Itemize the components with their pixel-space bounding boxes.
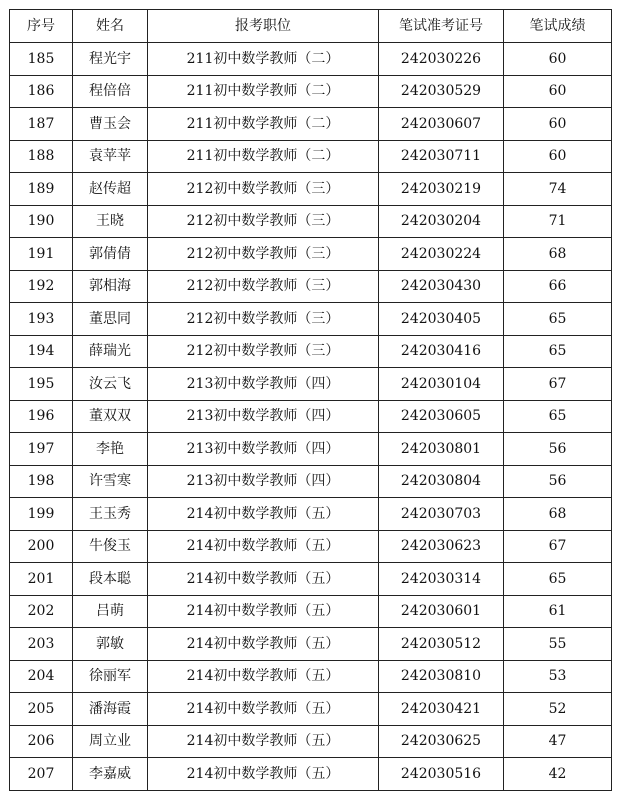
cell-seq: 205: [10, 693, 73, 726]
cell-name: 赵传超: [73, 173, 148, 206]
cell-score: 47: [504, 725, 612, 758]
table-row: [10, 530, 612, 563]
cell-name: 郭相海: [73, 270, 148, 303]
table-row: [10, 400, 612, 433]
table-row: [10, 660, 612, 693]
cell-exam-id: 242030810: [379, 660, 504, 693]
cell-score: 53: [504, 660, 612, 693]
cell-name: 董思同: [73, 303, 148, 336]
cell-position: 214初中数学教师（五）: [148, 498, 379, 531]
cell-exam-id: 242030104: [379, 368, 504, 401]
header-position: 报考职位: [148, 10, 379, 43]
cell-position: 214初中数学教师（五）: [148, 758, 379, 791]
cell-exam-id: 242030405: [379, 303, 504, 336]
cell-score: 67: [504, 368, 612, 401]
cell-seq: 202: [10, 595, 73, 628]
table-row: [10, 758, 612, 791]
table-body: [10, 43, 612, 791]
cell-exam-id: 242030529: [379, 75, 504, 108]
cell-score: 56: [504, 433, 612, 466]
cell-seq: 197: [10, 433, 73, 466]
table-row: [10, 108, 612, 141]
cell-position: 211初中数学教师（二）: [148, 140, 379, 173]
header-seq: 序号: [10, 10, 73, 43]
cell-position: 213初中数学教师（四）: [148, 465, 379, 498]
cell-seq: 189: [10, 173, 73, 206]
cell-score: 56: [504, 465, 612, 498]
cell-seq: 198: [10, 465, 73, 498]
cell-name: 李嘉威: [73, 758, 148, 791]
table-row: [10, 238, 612, 271]
cell-position: 213初中数学教师（四）: [148, 368, 379, 401]
cell-name: 程光宇: [73, 43, 148, 76]
cell-exam-id: 242030224: [379, 238, 504, 271]
table-row: [10, 43, 612, 76]
cell-position: 214初中数学教师（五）: [148, 563, 379, 596]
cell-score: 65: [504, 563, 612, 596]
score-table-container: [9, 9, 611, 791]
cell-score: 55: [504, 628, 612, 661]
cell-score: 61: [504, 595, 612, 628]
table-row: [10, 140, 612, 173]
cell-seq: 193: [10, 303, 73, 336]
cell-score: 60: [504, 43, 612, 76]
cell-position: 214初中数学教师（五）: [148, 628, 379, 661]
cell-seq: 188: [10, 140, 73, 173]
cell-exam-id: 242030625: [379, 725, 504, 758]
cell-name: 郭倩倩: [73, 238, 148, 271]
cell-position: 213初中数学教师（四）: [148, 400, 379, 433]
cell-position: 214初中数学教师（五）: [148, 530, 379, 563]
cell-seq: 201: [10, 563, 73, 596]
cell-seq: 190: [10, 205, 73, 238]
cell-seq: 196: [10, 400, 73, 433]
table-row: [10, 335, 612, 368]
cell-position: 212初中数学教师（三）: [148, 270, 379, 303]
cell-seq: 191: [10, 238, 73, 271]
cell-name: 薛瑞光: [73, 335, 148, 368]
header-exam-id: 笔试准考证号: [379, 10, 504, 43]
cell-position: 211初中数学教师（二）: [148, 43, 379, 76]
cell-score: 65: [504, 335, 612, 368]
cell-position: 213初中数学教师（四）: [148, 433, 379, 466]
cell-seq: 194: [10, 335, 73, 368]
cell-score: 60: [504, 108, 612, 141]
table-row: [10, 173, 612, 206]
cell-seq: 200: [10, 530, 73, 563]
cell-exam-id: 242030416: [379, 335, 504, 368]
cell-seq: 187: [10, 108, 73, 141]
cell-name: 程倍倍: [73, 75, 148, 108]
cell-seq: 195: [10, 368, 73, 401]
cell-position: 212初中数学教师（三）: [148, 303, 379, 336]
table-row: [10, 368, 612, 401]
cell-position: 212初中数学教师（三）: [148, 238, 379, 271]
table-row: [10, 205, 612, 238]
table-row: [10, 303, 612, 336]
cell-name: 牛俊玉: [73, 530, 148, 563]
cell-exam-id: 242030430: [379, 270, 504, 303]
table-row: [10, 563, 612, 596]
cell-exam-id: 242030219: [379, 173, 504, 206]
cell-seq: 204: [10, 660, 73, 693]
cell-exam-id: 242030512: [379, 628, 504, 661]
cell-exam-id: 242030607: [379, 108, 504, 141]
cell-position: 212初中数学教师（三）: [148, 173, 379, 206]
cell-exam-id: 242030204: [379, 205, 504, 238]
cell-name: 许雪寒: [73, 465, 148, 498]
cell-name: 曹玉会: [73, 108, 148, 141]
table-row: [10, 465, 612, 498]
cell-position: 214初中数学教师（五）: [148, 595, 379, 628]
cell-name: 徐丽军: [73, 660, 148, 693]
table-row: [10, 628, 612, 661]
cell-position: 212初中数学教师（三）: [148, 205, 379, 238]
cell-score: 65: [504, 303, 612, 336]
cell-exam-id: 242030801: [379, 433, 504, 466]
cell-score: 71: [504, 205, 612, 238]
cell-position: 214初中数学教师（五）: [148, 725, 379, 758]
cell-exam-id: 242030421: [379, 693, 504, 726]
cell-name: 潘海霞: [73, 693, 148, 726]
cell-name: 吕萌: [73, 595, 148, 628]
cell-seq: 185: [10, 43, 73, 76]
cell-exam-id: 242030516: [379, 758, 504, 791]
table-row: [10, 75, 612, 108]
cell-exam-id: 242030605: [379, 400, 504, 433]
cell-exam-id: 242030623: [379, 530, 504, 563]
cell-position: 211初中数学教师（二）: [148, 108, 379, 141]
cell-position: 211初中数学教师（二）: [148, 75, 379, 108]
cell-position: 214初中数学教师（五）: [148, 660, 379, 693]
cell-exam-id: 242030226: [379, 43, 504, 76]
cell-score: 52: [504, 693, 612, 726]
table-row: [10, 270, 612, 303]
cell-name: 王晓: [73, 205, 148, 238]
cell-exam-id: 242030601: [379, 595, 504, 628]
cell-score: 42: [504, 758, 612, 791]
cell-name: 郭敏: [73, 628, 148, 661]
cell-seq: 206: [10, 725, 73, 758]
cell-score: 60: [504, 140, 612, 173]
table-row: [10, 725, 612, 758]
header-score: 笔试成绩: [504, 10, 612, 43]
cell-name: 李艳: [73, 433, 148, 466]
cell-seq: 199: [10, 498, 73, 531]
cell-exam-id: 242030711: [379, 140, 504, 173]
table-header-row: [10, 10, 612, 43]
cell-name: 董双双: [73, 400, 148, 433]
score-table: [9, 9, 612, 791]
cell-seq: 203: [10, 628, 73, 661]
header-name: 姓名: [73, 10, 148, 43]
cell-position: 212初中数学教师（三）: [148, 335, 379, 368]
cell-score: 60: [504, 75, 612, 108]
cell-exam-id: 242030703: [379, 498, 504, 531]
cell-seq: 192: [10, 270, 73, 303]
cell-score: 68: [504, 498, 612, 531]
cell-name: 段本聪: [73, 563, 148, 596]
cell-score: 65: [504, 400, 612, 433]
cell-position: 214初中数学教师（五）: [148, 693, 379, 726]
cell-name: 周立业: [73, 725, 148, 758]
cell-score: 74: [504, 173, 612, 206]
cell-exam-id: 242030314: [379, 563, 504, 596]
cell-seq: 207: [10, 758, 73, 791]
cell-name: 汝云飞: [73, 368, 148, 401]
table-row: [10, 595, 612, 628]
cell-exam-id: 242030804: [379, 465, 504, 498]
cell-score: 68: [504, 238, 612, 271]
cell-score: 66: [504, 270, 612, 303]
cell-score: 67: [504, 530, 612, 563]
table-row: [10, 433, 612, 466]
table-row: [10, 693, 612, 726]
table-row: [10, 498, 612, 531]
cell-name: 王玉秀: [73, 498, 148, 531]
cell-name: 袁苹苹: [73, 140, 148, 173]
cell-seq: 186: [10, 75, 73, 108]
